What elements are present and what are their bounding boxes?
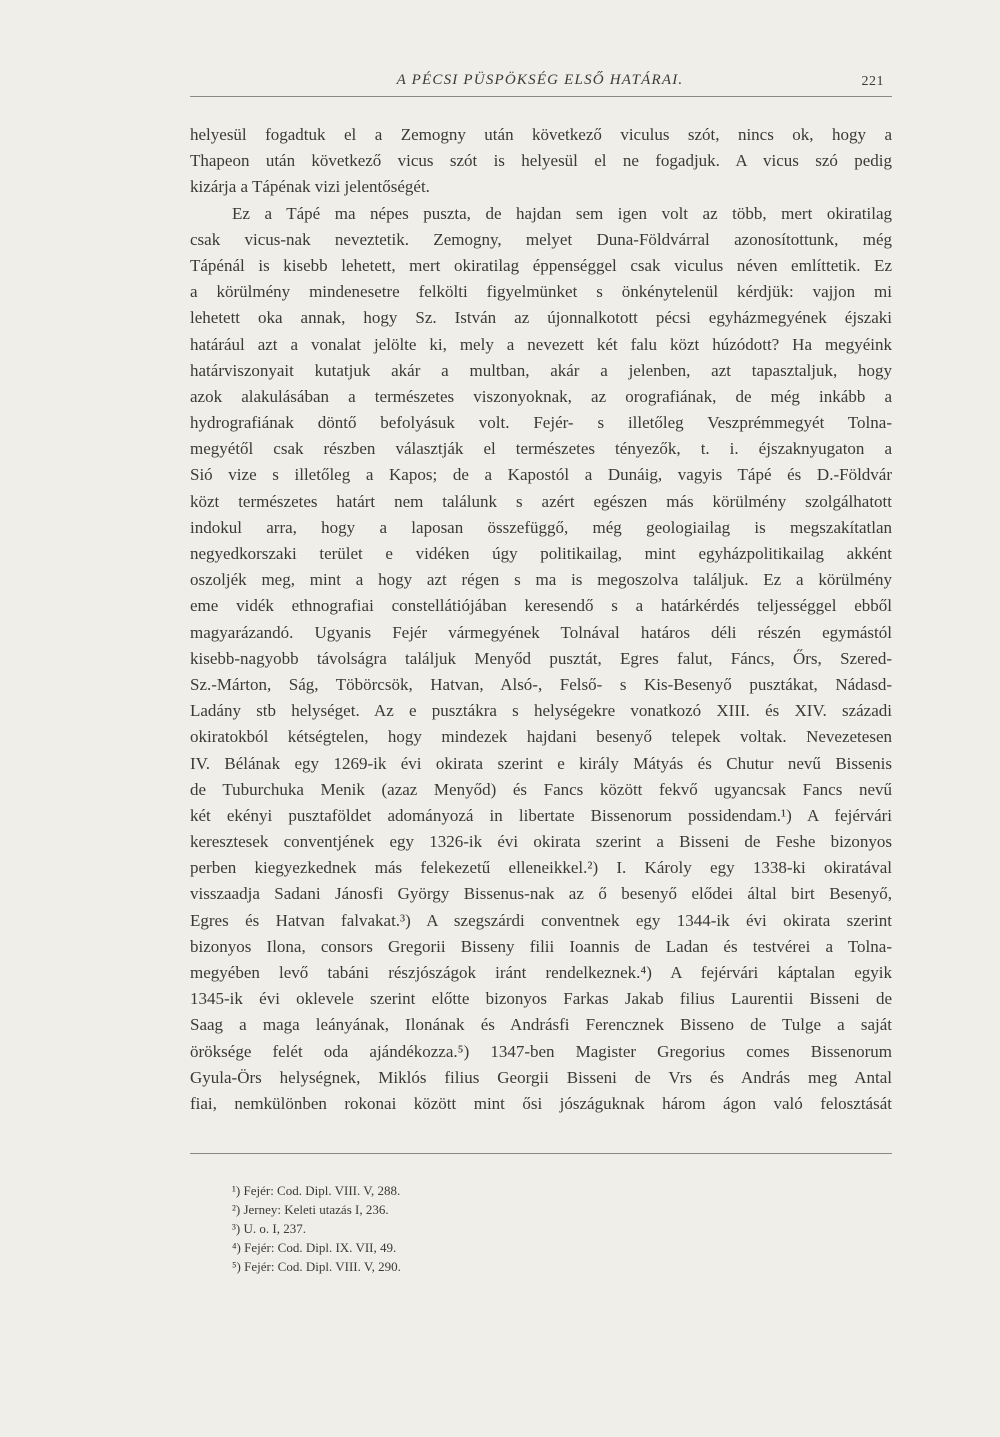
text-line: lehetett oka annak, hogy Sz. István az újonnalkotott pécsi egyházmegyének éjszaki bbox=[190, 308, 892, 328]
text-line: oszoljék meg, mint a hogy azt régen s ma is megoszolva találjuk. Ez a körülmény bbox=[190, 570, 892, 590]
text-line: megyében levő tabáni részjószágok iránt rendelkeznek.⁴) A fejérvári káptalan egyik bbox=[190, 963, 892, 982]
text-line: bizonyos Ilona, consors Gregorii Bisseny filii Ioannis de Ladan és testvérei a Tolna- bbox=[190, 936, 892, 956]
text-line: magyarázandó. Ugyanis Fejér vármegyének Tolnával határos déli részén egymástól bbox=[190, 622, 892, 642]
text-line: Egres és Hatvan falvakat.³) A szegszárdi conventnek egy 1344-ik évi okirata szerint bbox=[190, 910, 892, 930]
text-line: két ekényi pusztaföldet adományozá in libertate Bissenorum possidendam.¹) A fejérvári bbox=[190, 805, 892, 825]
text-line: Saag a maga leányának, Ilonának és Andrásfi Ferencznek Bisseno de Tulge a saját bbox=[190, 1015, 892, 1035]
running-title: A PÉCSI PÜSPÖKSÉG ELSŐ HATÁRAI. bbox=[396, 72, 684, 88]
text-line: eme vidék ethnografiai constellátiójában keresendő s a határkérdés teljességgel ebből bbox=[190, 596, 892, 616]
text-line: Tápénál is kisebb lehetett, mert okiratilag éppenséggel csak viculus néven említtetik. Ez bbox=[190, 255, 892, 275]
text-line: perben kiegyezkednek más felekezetű elleneikkel.²) I. Károly egy 1338-ki okiratával bbox=[190, 858, 892, 878]
text-line: Gyula-Örs helységnek, Miklós filius Georgii Bisseni de Vrs és András meg Antal bbox=[190, 1067, 892, 1087]
text-line: keresztesek conventjének egy 1326-ik évi okirata szerint a Bisseni de Feshe bizonyos bbox=[190, 832, 892, 852]
text-line: határviszonyait kutatjuk akár a multban, akár a jelenben, azt tapasztaljuk, hogy bbox=[190, 360, 892, 380]
text-line: indokul arra, hogy a laposan összefüggő, még geologiailag is megszakítatlan bbox=[190, 517, 892, 537]
text-line: fiai, nemkülönben rokonai között mint ősi jószáguknak három ágon való felosztását bbox=[190, 1093, 892, 1113]
body-text bbox=[190, 122, 892, 1117]
text-line: megyétől csak részben választják el természetes tényezők, t. i. éjszaknyugaton a bbox=[190, 439, 892, 459]
text-line: de Tuburchuka Menik (azaz Menyőd) és Fancs között fekvő ugyancsak Fancs nevű bbox=[190, 779, 892, 799]
footnotes bbox=[232, 1181, 632, 1276]
header-rule bbox=[190, 96, 892, 97]
footnote: ⁴) Fejér: Cod. Dipl. IX. VII, 49. bbox=[232, 1240, 397, 1255]
footnote-rule bbox=[190, 1153, 892, 1154]
text-line: közt természetes határt nem találunk s azért egészen más körülmény szolgálhatott bbox=[190, 491, 892, 511]
text-line: negyedkorszaki terület e vidéken úgy politikailag, mint egyházpolitikailag akként bbox=[190, 544, 892, 563]
text-line: azok alakulásában a természetes viszonyoknak, az orografiának, de még inkább a bbox=[190, 386, 892, 406]
text-line: Ladány stb helységet. Az e pusztákra s helységekre vonatkozó XIII. és XIV. századi bbox=[190, 701, 892, 721]
text-line: Sió vize s illetőleg a Kapos; de a Kapostól a Dunáig, vagyis Tápé és D.-Földvár bbox=[190, 465, 892, 485]
text-line: helyesül fogadtuk el a Zemogny után következő viculus szót, nincs ok, hogy a bbox=[190, 125, 892, 144]
footnote: ³) U. o. I, 237. bbox=[232, 1221, 306, 1236]
text-line: IV. Bélának egy 1269-ik évi okirata szerint e király Mátyás és Chutur nevű Bissenis bbox=[190, 753, 892, 773]
running-head bbox=[190, 70, 890, 94]
text-line: Sz.-Márton, Ság, Töbörcsök, Hatvan, Alsó-, Felső- s Kis-Besenyő pusztákat, Nádasd- bbox=[190, 674, 892, 694]
text-line: csak vicus-nak neveztetik. Zemogny, melyet Duna-Földvárral azonosítottunk, még bbox=[190, 229, 892, 249]
footnote: ²) Jerney: Keleti utazás I, 236. bbox=[232, 1202, 389, 1217]
text-line: 1345-ik évi oklevele szerint előtte bizonyos Farkas Jakab filius Laurentii Bisseni de bbox=[190, 989, 892, 1009]
footnote: ⁵) Fejér: Cod. Dipl. VIII. V, 290. bbox=[232, 1259, 401, 1274]
text-line: okiratokból kétségtelen, hogy mindezek hajdani besenyő telepek voltak. Nevezetesen bbox=[190, 727, 892, 747]
text-line: a körülmény mindenesetre felkölti figyelmünket s önkénytelenül kérdjük: vajjon mi bbox=[190, 282, 892, 302]
footnote: ¹) Fejér: Cod. Dipl. VIII. V, 288. bbox=[232, 1183, 401, 1198]
text-line: hydrografiának döntő befolyásuk volt. Fejér- s illetőleg Veszprémmegyét Tolna- bbox=[190, 413, 892, 433]
text-line: Ez a Tápé ma népes puszta, de hajdan sem igen volt az több, mert okiratilag bbox=[232, 203, 892, 223]
text-line: Thapeon után következő vicus szót is helyesül el ne fogadjuk. A vicus szó pedig bbox=[190, 151, 892, 171]
text-line: kisebb-nagyobb távolságra találjuk Menyőd pusztát, Egres falut, Fáncs, Őrs, Szered- bbox=[190, 648, 892, 668]
page-number: 221 bbox=[861, 74, 884, 89]
text-line: visszaadja Sadani Jánosfi György Bissenus-nak az ő besenyő elődei által birt Besenyő, bbox=[190, 884, 892, 904]
text-line: határául azt a vonalat jelölte ki, mely a nevezett két falu közt húzódott? Ha megyéink bbox=[190, 334, 892, 354]
text-line: kizárja a Tápénak vizi jelentőségét. bbox=[190, 177, 430, 197]
text-line: öröksége felét oda ajándékozza.⁵) 1347-ben Magister Gregorius comes Bissenorum bbox=[190, 1041, 892, 1061]
